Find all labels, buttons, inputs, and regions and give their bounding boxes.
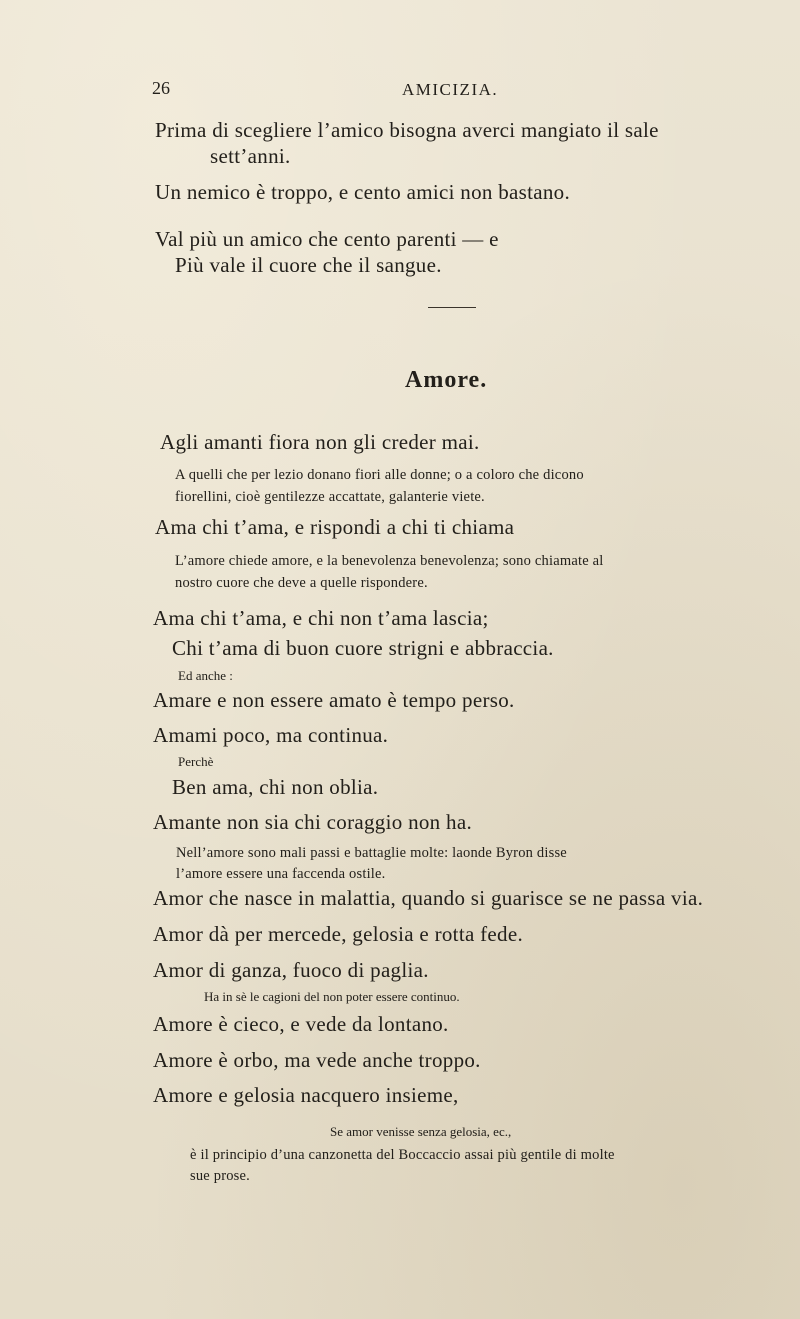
proverb-line: Val più un amico che cento parenti — e	[155, 227, 499, 251]
proverb-line: Amore è cieco, e vede da lontano.	[153, 1012, 449, 1036]
proverb-line: Un nemico è troppo, e cento amici non bastano.	[155, 180, 571, 204]
proverb-line: Amante non sia chi coraggio non ha.	[153, 810, 472, 834]
proverb-line-continuation: Più vale il cuore che il sangue.	[175, 253, 442, 277]
proverb-line: Agli amanti fiora non gli creder mai.	[160, 430, 480, 454]
commentary-line: Nell’amore sono mali passi e battaglie molte: laonde Byron disse	[176, 845, 567, 861]
proverb-line: Ama chi t’ama, e chi non t’ama lascia;	[153, 606, 489, 630]
running-head: AMICIZIA.	[402, 80, 499, 99]
proverb-line: Amor di ganza, fuoco di paglia.	[153, 958, 429, 982]
proverb-line: Amor che nasce in malattia, quando si guarisce se ne passa via.	[153, 886, 704, 910]
commentary-line: nostro cuore che deve a quelle rispondere.	[175, 575, 428, 591]
section-divider	[428, 307, 476, 308]
proverb-line-continuation: sett’anni.	[210, 144, 291, 168]
proverb-line: Amami poco, ma continua.	[153, 723, 389, 747]
proverb-line: Amore e gelosia nacquero insieme,	[153, 1083, 459, 1107]
commentary-line: fiorellini, cioè gentilezze accattate, galanterie viete.	[175, 489, 485, 505]
commentary-line: Ha in sè le cagioni del non poter essere continuo.	[204, 989, 460, 1004]
proverb-line: Amor dà per mercede, gelosia e rotta fede.	[153, 922, 524, 946]
proverb-line: Ben ama, chi non oblia.	[172, 775, 379, 799]
commentary-line: è il principio d’una canzonetta del Boccaccio assai più gentile di molte	[190, 1147, 615, 1163]
connector-line: Ed anche :	[178, 668, 233, 683]
commentary-line: l’amore essere una faccenda ostile.	[176, 866, 386, 882]
section-title: Amore.	[405, 367, 488, 393]
proverb-line: Ama chi t’ama, e rispondi a chi ti chiama	[155, 515, 515, 539]
proverb-line: Chi t’ama di buon cuore strigni e abbraccia.	[172, 636, 554, 660]
commentary-line: A quelli che per lezio donano fiori alle donne; o a coloro che dicono	[175, 467, 584, 483]
commentary-line: sue prose.	[190, 1168, 250, 1184]
page-number: 26	[152, 78, 170, 98]
quotation-line: Se amor venisse senza gelosia, ec.,	[330, 1124, 512, 1139]
proverb-line: Amore è orbo, ma vede anche troppo.	[153, 1048, 481, 1072]
proverb-line: Amare e non essere amato è tempo perso.	[153, 688, 515, 712]
proverb-line: Prima di scegliere l’amico bisogna averci mangiato il sale	[155, 118, 659, 142]
commentary-line: L’amore chiede amore, e la benevolenza benevolenza; sono chiamate al	[175, 553, 604, 569]
connector-line: Perchè	[178, 754, 214, 769]
